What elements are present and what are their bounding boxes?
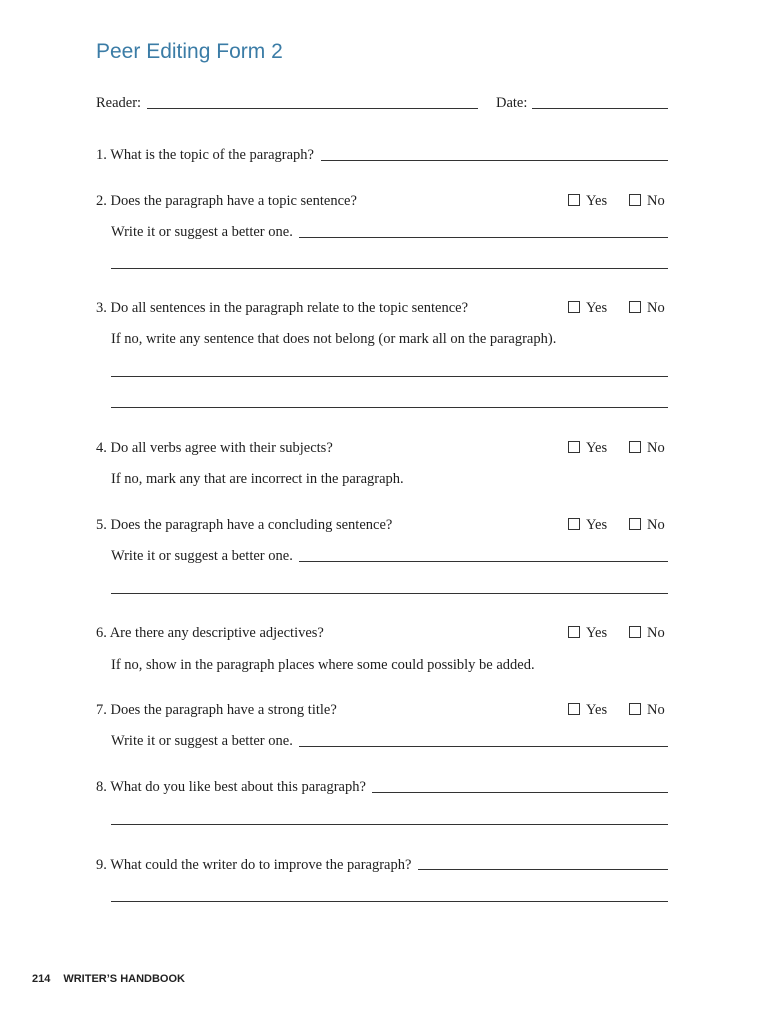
date-field[interactable] [532,108,668,109]
instruction-q6: If no, show in the paragraph places where some could possibly be added. [111,657,535,673]
answer-line-q9-a[interactable] [418,869,668,870]
no-checkbox-q4[interactable] [629,438,665,458]
answer-line-q5-b[interactable] [111,593,668,594]
answer-line-q1[interactable] [321,160,668,161]
checkbox-icon [568,703,580,715]
yes-checkbox-q3[interactable] [568,298,607,318]
question-1: 1. What is the topic of the paragraph? [96,147,314,163]
question-2: 2. Does the paragraph have a topic sentence? [96,193,357,209]
no-checkbox-q7[interactable] [629,700,665,720]
question-8: 8. What do you like best about this paragraph? [96,779,366,795]
checkbox-icon [629,703,641,715]
answer-line-q5-a[interactable] [299,561,668,562]
question-5: 5. Does the paragraph have a concluding sentence? [96,517,393,533]
checkbox-icon [568,441,580,453]
yes-checkbox-q5[interactable] [568,515,607,535]
answer-line-q8-a[interactable] [372,792,668,793]
page-number: 214 [32,973,51,985]
answer-line-q2-b[interactable] [111,268,668,269]
checkbox-icon [629,626,641,638]
no-label: No [647,300,665,316]
form-title: Peer Editing Form 2 [96,40,283,63]
yes-label: Yes [586,193,608,209]
yes-label: Yes [586,440,608,456]
yes-label: Yes [586,625,608,641]
answer-line-q3-a[interactable] [111,376,668,377]
no-label: No [647,625,665,641]
checkbox-icon [629,441,641,453]
answer-line-q7[interactable] [299,746,668,747]
answer-line-q3-b[interactable] [111,407,668,408]
book-title: WRITER’S HANDBOOK [63,973,185,985]
reader-label: Reader: [96,95,142,111]
instruction-q2: Write it or suggest a better one. [111,224,293,240]
checkbox-icon [629,194,641,206]
yes-checkbox-q6[interactable] [568,623,607,643]
yes-label: Yes [586,702,608,718]
no-checkbox-q3[interactable] [629,298,665,318]
question-9: 9. What could the writer do to improve the paragraph? [96,857,412,873]
question-6: 6. Are there any descriptive adjectives? [96,625,324,641]
date-label: Date: [496,95,528,111]
answer-line-q9-b[interactable] [111,901,668,902]
page-footer [32,973,185,985]
checkbox-icon [568,626,580,638]
instruction-q4: If no, mark any that are incorrect in the paragraph. [111,471,404,487]
yes-label: Yes [586,300,608,316]
no-label: No [647,517,665,533]
no-checkbox-q6[interactable] [629,623,665,643]
yes-label: Yes [586,517,608,533]
question-4: 4. Do all verbs agree with their subjects? [96,440,333,456]
answer-line-q2-a[interactable] [299,237,668,238]
instruction-q7: Write it or suggest a better one. [111,733,293,749]
checkbox-icon [629,518,641,530]
no-label: No [647,193,665,209]
yes-checkbox-q2[interactable] [568,191,607,211]
no-checkbox-q5[interactable] [629,515,665,535]
question-3: 3. Do all sentences in the paragraph relate to the topic sentence? [96,300,469,316]
no-checkbox-q2[interactable] [629,191,665,211]
yes-checkbox-q7[interactable] [568,700,607,720]
instruction-q3: If no, write any sentence that does not belong (or mark all on the paragraph). [111,331,557,347]
question-7: 7. Does the paragraph have a strong title? [96,702,337,718]
yes-checkbox-q4[interactable] [568,438,607,458]
instruction-q5: Write it or suggest a better one. [111,548,293,564]
reader-field[interactable] [147,108,478,109]
checkbox-icon [568,194,580,206]
no-label: No [647,702,665,718]
checkbox-icon [568,301,580,313]
checkbox-icon [629,301,641,313]
answer-line-q8-b[interactable] [111,824,668,825]
no-label: No [647,440,665,456]
checkbox-icon [568,518,580,530]
